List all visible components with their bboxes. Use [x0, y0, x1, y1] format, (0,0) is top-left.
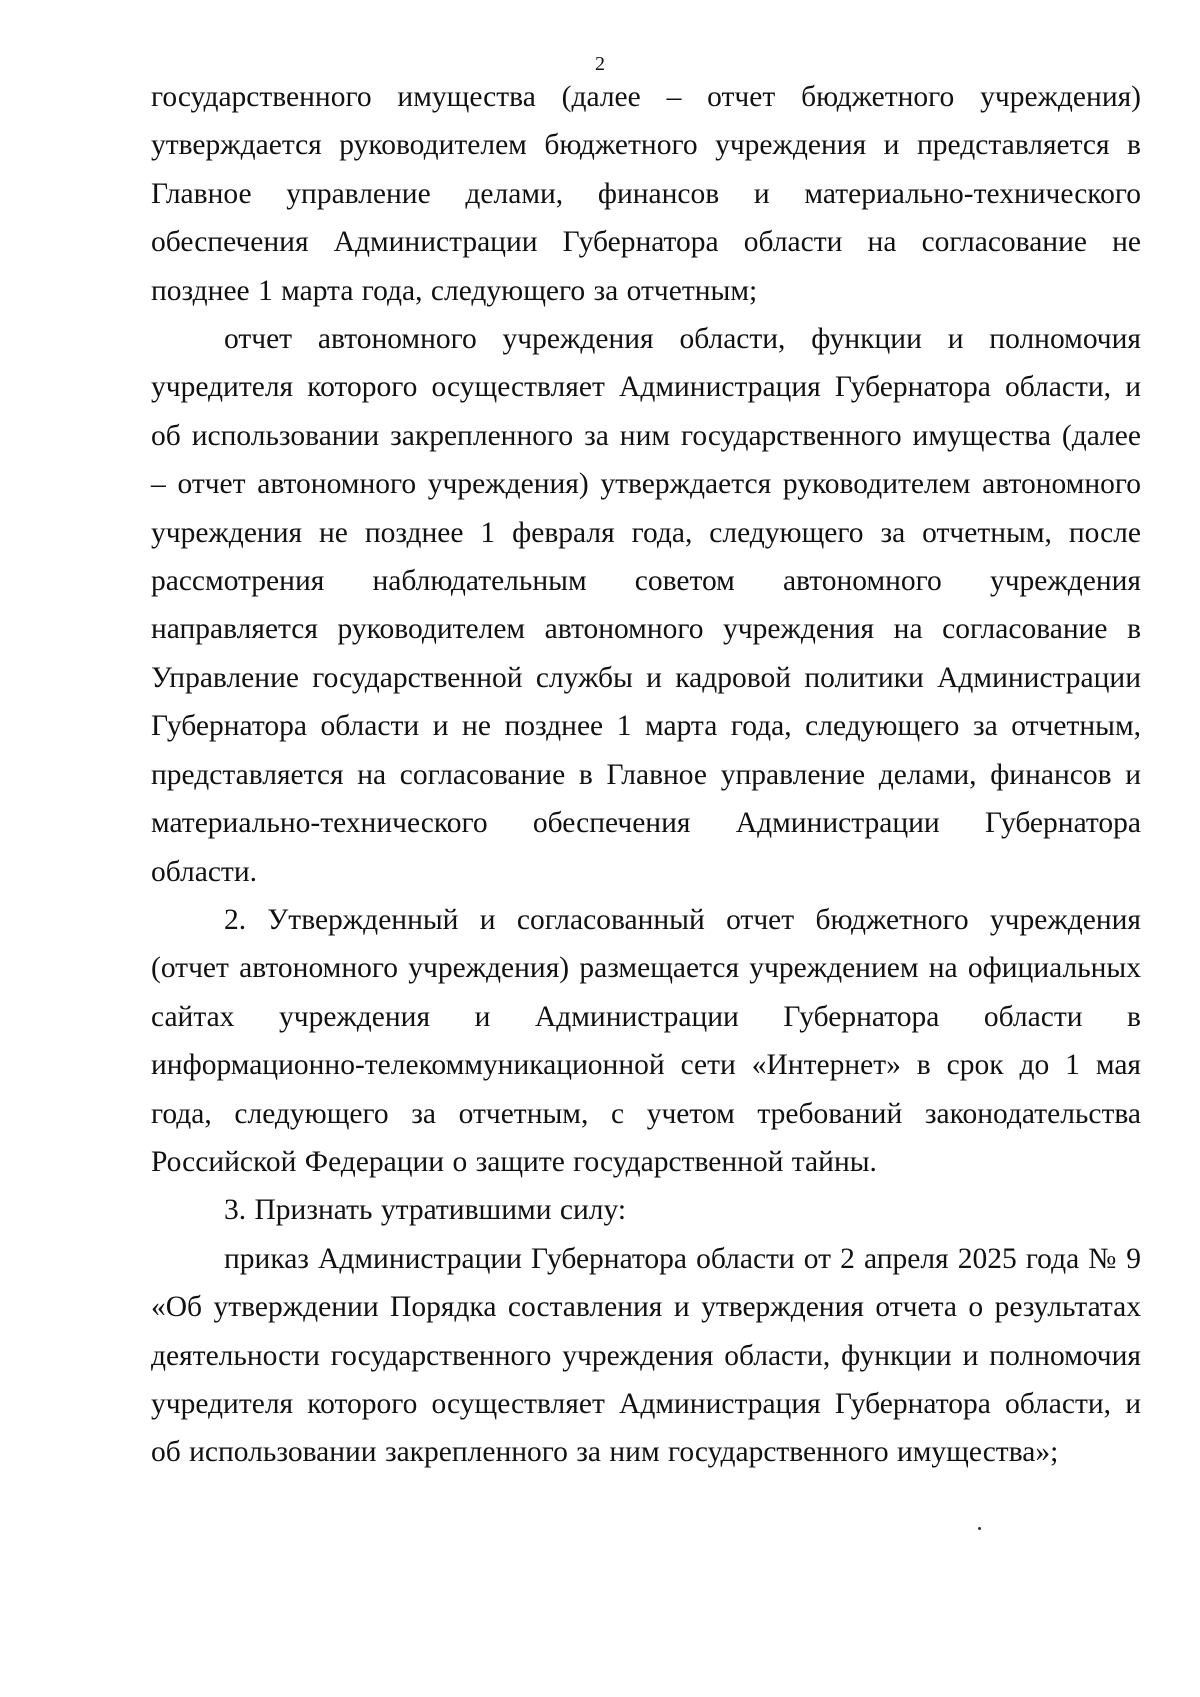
paragraph-report-autonomous-institution: отчет автономного учреждения области, функции и полномочия учредителя которого осуществляет Администрация Губернатора области, и об использовании закрепленного за ним государственного имущества (далее – отчет автономного учреждения) утверждается руководителем автономного учреждения не позднее 1 февраля года, следующего за отчетным, после рассмотрения наблюдательным советом автономного учреждения направляется руководителем автономного учреждения на согласование в Управление государственной службы и кадровой политики Администрации Губернатора области и не позднее 1 марта года, следующего за отчетным, представляется на согласование в Главное управление делами, финансов и материально-технического обеспечения Администрации Губернатора области.	[151, 323, 1141, 888]
page-number: 2	[595, 53, 605, 75]
document-body	[151, 73, 1141, 1477]
paragraph-repealed-order: приказ Администрации Губернатора области от 2 апреля 2025 года № 9 «Об утверждении Порядка составления и утверждения отчета о результатах деятельности государственного учреждения области, функции и полномочия учредителя которого осуществляет Администрация Губернатора области, и об использовании закрепленного за ним государственного имущества»;	[151, 1242, 1141, 1469]
scan-speck	[978, 1527, 981, 1530]
paragraph-report-budget-institution: государственного имущества (далее – отчет бюджетного учреждения) утверждается руководителем бюджетного учреждения и представляется в Главное управление делами, финансов и материально-технического обеспечения Администрации Губернатора области на согласование не позднее 1 марта года, следующего за отчетным;	[151, 81, 1141, 307]
paragraph-clause-3-heading: 3. Признать утратившими силу:	[224, 1194, 627, 1227]
paragraph-clause-2-publication: 2. Утвержденный и согласованный отчет бюджетного учреждения (отчет автономного учреждения) размещается учреждением на официальных сайтах учреждения и Администрации Губернатора области в информационно-телекоммуникационной сети «Интернет» в срок до 1 мая года, следующего за отчетным, с учетом требований законодательства Российской Федерации о защите государственной тайны.	[151, 903, 1141, 1178]
